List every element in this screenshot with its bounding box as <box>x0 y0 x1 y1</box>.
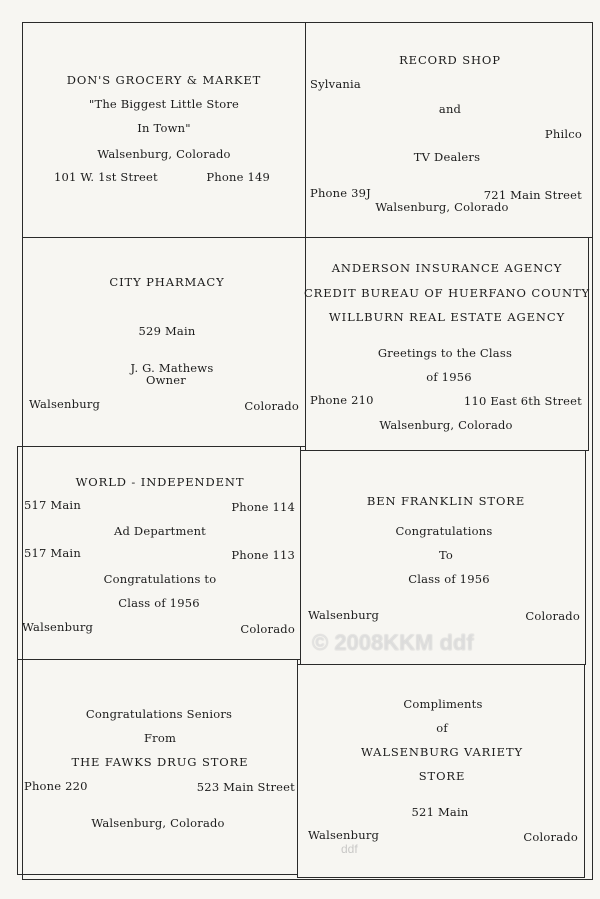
ad-title: CITY PHARMACY <box>109 275 225 289</box>
ad-fawks-drug <box>17 659 298 875</box>
ad-phone: Phone 210 <box>310 393 374 407</box>
ad-title: ANDERSON INSURANCE AGENCY <box>331 261 563 275</box>
ad-congrats: Class of 1956 <box>408 572 490 586</box>
ad-phone: Phone 114 <box>231 500 295 514</box>
small-watermark: ddf <box>341 842 358 856</box>
ad-city: Walsenburg <box>308 828 380 842</box>
ad-congrats: To <box>438 548 454 562</box>
ad-title: DON'S GROCERY & MARKET <box>66 73 262 87</box>
ad-compliments: of <box>436 721 448 735</box>
ad-title: WORLD - INDEPENDENT <box>75 475 245 489</box>
ad-world-independent <box>17 446 301 660</box>
ad-address: 110 East 6th Street <box>463 394 582 408</box>
ad-congrats: Congratulations Seniors <box>85 707 233 721</box>
ad-anderson-insurance <box>305 237 589 451</box>
ad-slogan: In Town" <box>137 121 191 135</box>
ad-congrats: From <box>143 731 177 745</box>
ad-city: Walsenburg, Colorado <box>97 147 231 161</box>
ad-address: 529 Main <box>138 324 196 338</box>
ad-state: Colorado <box>523 830 578 844</box>
ad-city: Walsenburg, Colorado <box>379 418 513 432</box>
ad-greeting: of 1956 <box>426 370 472 384</box>
ad-title: THE FAWKS DRUG STORE <box>71 755 249 769</box>
ad-text: TV Dealers <box>413 150 481 164</box>
ad-title: CREDIT BUREAU OF HUERFANO COUNTY <box>303 286 591 300</box>
ad-city: Walsenburg, Colorado <box>375 200 509 214</box>
ad-record-shop <box>305 22 593 238</box>
ad-brand: Philco <box>544 127 582 141</box>
ad-city-pharmacy <box>22 237 306 447</box>
ad-title: BEN FRANKLIN STORE <box>366 494 526 508</box>
ad-title: RECORD SHOP <box>399 53 501 67</box>
ad-greeting: Greetings to the Class <box>377 346 513 360</box>
ad-title: WILLBURN REAL ESTATE AGENCY <box>328 310 566 324</box>
ad-phone: Phone 113 <box>231 548 295 562</box>
ad-owner-title: Owner <box>146 373 186 387</box>
ad-congrats: Congratulations to <box>103 572 217 586</box>
ad-address: 521 Main <box>411 805 469 819</box>
ad-phone: Phone 149 <box>206 170 270 184</box>
ad-department: Ad Department <box>113 524 207 538</box>
ad-compliments: Compliments <box>403 697 483 711</box>
ad-owner-name: J. G. Mathews <box>130 361 214 375</box>
ad-address: 101 W. 1st Street <box>54 170 158 184</box>
copyright-watermark: © 2008KKM ddf <box>312 630 474 655</box>
ad-brand: Sylvania <box>310 77 361 91</box>
ad-address: 517 Main <box>24 498 81 512</box>
ad-title: STORE <box>418 769 466 783</box>
ad-phone: Phone 220 <box>24 779 88 793</box>
ad-city: Walsenburg <box>308 608 380 622</box>
ad-address: 523 Main Street <box>196 780 295 794</box>
ad-phone: Phone 39J <box>310 186 371 200</box>
ad-title: WALSENBURG VARIETY <box>360 745 524 759</box>
ad-slogan: "The Biggest Little Store <box>88 97 240 111</box>
ad-address: 517 Main <box>24 546 81 560</box>
ad-congrats: Class of 1956 <box>118 596 200 610</box>
ad-dons-grocery <box>22 22 306 238</box>
ad-city: Walsenburg, Colorado <box>91 816 225 830</box>
ad-city: Walsenburg <box>29 397 101 411</box>
ad-state: Colorado <box>244 399 299 413</box>
ad-state: Colorado <box>240 622 295 636</box>
ad-text: and <box>438 102 462 116</box>
ad-address: 721 Main Street <box>483 188 582 202</box>
ad-state: Colorado <box>525 609 580 623</box>
ad-city: Walsenburg <box>22 620 94 634</box>
ad-congrats: Congratulations <box>395 524 493 538</box>
